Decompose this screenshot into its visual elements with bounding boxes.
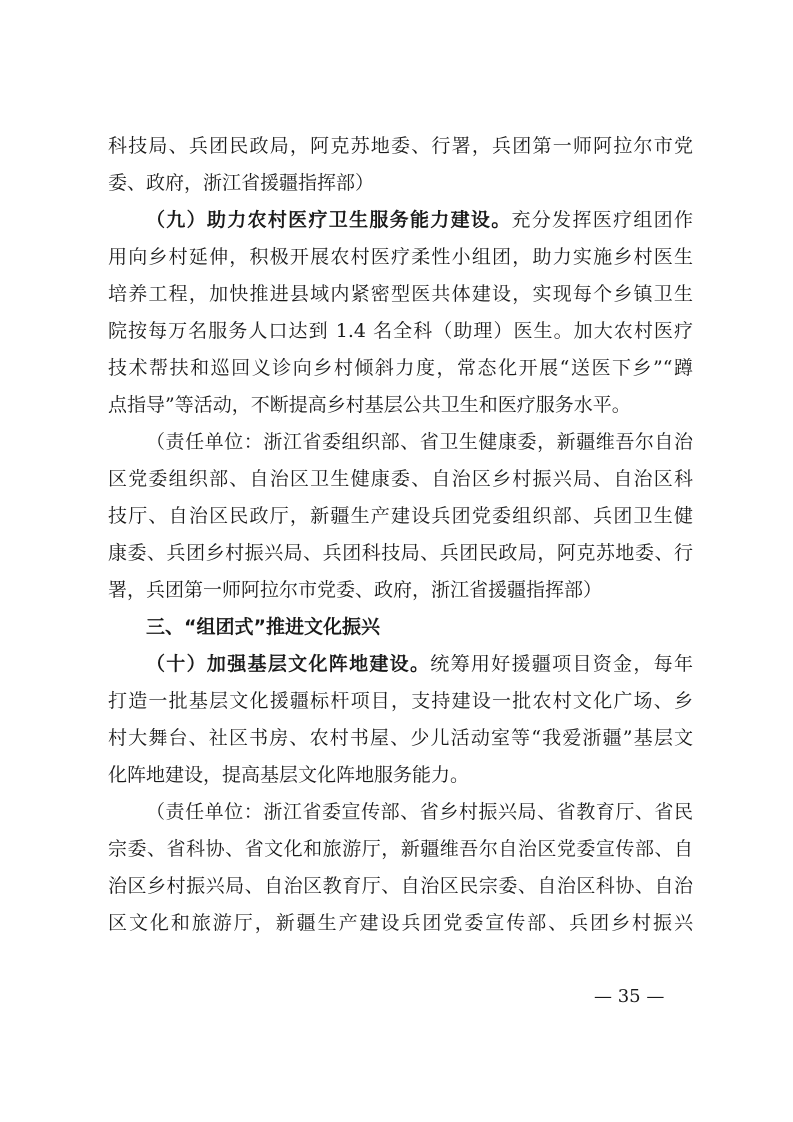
section-10-heading: （十）加强基层文化阵地建设。 (146, 653, 431, 675)
paragraph-line: 委、政府，浙江省援疆指挥部） (108, 172, 375, 194)
paragraph-text: 统筹用好援疆项目资金，每年 (430, 653, 693, 675)
paragraph-line: 化阵地建设，提高基层文化阵地服务能力。 (108, 764, 470, 786)
paragraph-line: 培养工程，加快推进县域内紧密型医共体建设，实现每个乡镇卫生 (108, 283, 693, 305)
paragraph-line: 村大舞台、社区书房、农村书屋、少儿活动室等“我爱浙疆”基层文 (108, 727, 693, 749)
section-3-heading: 三、“组团式”推进文化振兴 (146, 616, 380, 638)
section-9-heading: （九）助力农村医疗卫生服务能力建设。 (146, 209, 512, 231)
paragraph-line: 署，兵团第一师阿拉尔市党委、政府，浙江省援疆指挥部） (108, 579, 603, 601)
paragraph-line: 点指导”等活动，不断提高乡村基层公共卫生和医疗服务水平。 (108, 394, 631, 416)
responsibility-line: （责任单位：浙江省委组织部、省卫生健康委，新疆维吾尔自治 (146, 431, 693, 453)
section-9-first-line (108, 202, 693, 239)
paragraph-line: 康委、兵团乡村振兴局、兵团科技局、兵团民政局，阿克苏地委、行 (108, 542, 693, 564)
paragraph-line: 院按每万名服务人口达到 1.4 名全科（助理）医生。加大农村医疗 (108, 320, 693, 342)
paragraph-line: 技厅、自治区民政厅，新疆生产建设兵团党委组织部、兵团卫生健 (108, 505, 693, 527)
paragraph-line: 宗委、省科协、省文化和旅游厅，新疆维吾尔自治区党委宣传部、自 (108, 838, 693, 860)
paragraph-line: 技术帮扶和巡回义诊向乡村倾斜力度，常态化开展“送医下乡”“蹲 (108, 357, 693, 379)
paragraph-line: 打造一批基层文化援疆标杆项目，支持建设一批农村文化广场、乡 (108, 690, 693, 712)
paragraph-line: 区党委组织部、自治区卫生健康委、自治区乡村振兴局、自治区科 (108, 468, 693, 490)
paragraph-line: 用向乡村延伸，积极开展农村医疗柔性小组团，助力实施乡村医生 (108, 246, 693, 268)
section-10-first-line (108, 646, 693, 683)
page-number: — 35 — (594, 986, 665, 1007)
paragraph-text: 充分发挥医疗组团作 (511, 209, 693, 231)
paragraph-line: 治区乡村振兴局、自治区教育厅、自治区民宗委、自治区科协、自治 (108, 875, 693, 897)
paragraph-line: 科技局、兵团民政局，阿克苏地委、行署，兵团第一师阿拉尔市党 (108, 135, 693, 157)
document-body (108, 128, 693, 942)
responsibility-line: （责任单位：浙江省委宣传部、省乡村振兴局、省教育厅、省民 (146, 801, 693, 823)
paragraph-line: 区文化和旅游厅，新疆生产建设兵团党委宣传部、兵团乡村振兴 (108, 912, 693, 934)
